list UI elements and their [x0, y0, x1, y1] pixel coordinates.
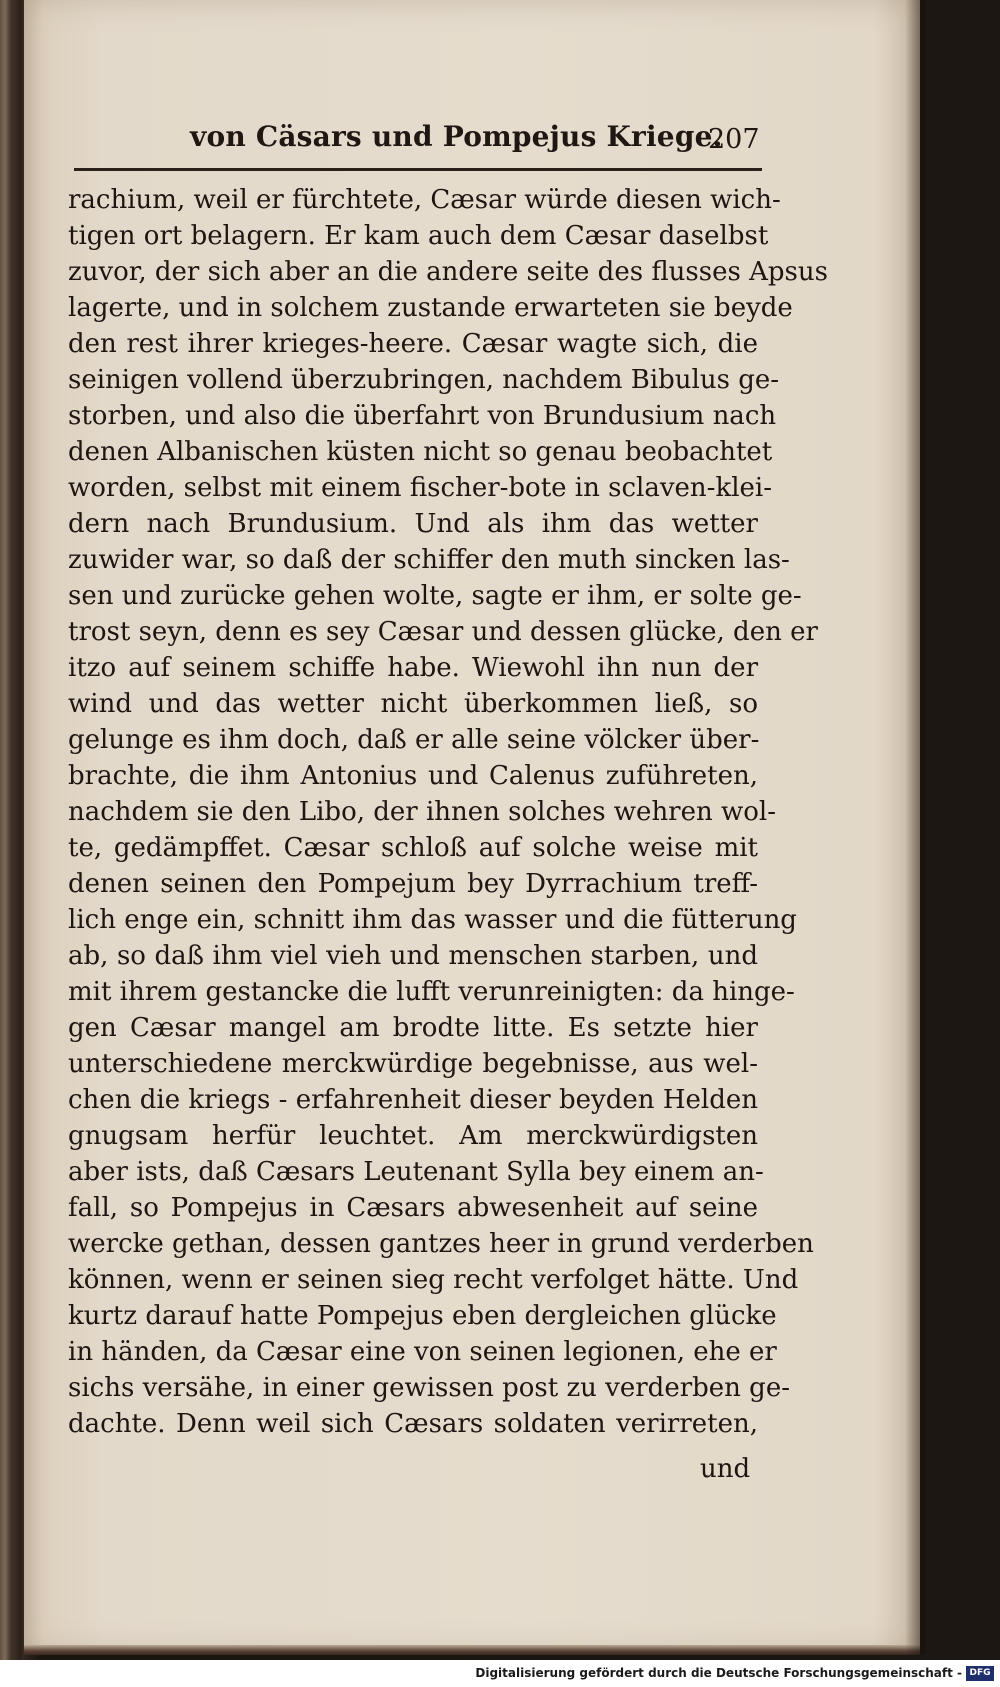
text-line: mit ihrem gestancke die lufft verunreinigten: da hinge- — [68, 977, 795, 1007]
text-line: denen seinen den Pompejum bey Dyrrachium treff- — [68, 869, 758, 899]
text-line: gen Cæsar mangel am brodte litte. Es setzte hier — [68, 1013, 758, 1043]
text-line: kurtz darauf hatte Pompejus eben dergleichen glücke — [68, 1301, 777, 1331]
text-line: brachte, die ihm Antonius und Calenus zuführeten, — [68, 761, 758, 791]
text-line: unterschiedene merckwürdige begebnisse, aus wel- — [68, 1049, 758, 1079]
text-line: wind und das wetter nicht überkommen ließ, so — [68, 689, 758, 719]
text-line: sen und zurücke gehen wolte, sagte er ihm, er solte ge- — [68, 581, 802, 611]
main-text-block — [68, 182, 828, 1442]
catchword: und — [700, 1454, 751, 1484]
page-gutter-shadow — [905, 0, 925, 1655]
text-line: seinigen vollend überzubringen, nachdem Bibulus ge- — [68, 365, 780, 395]
text-line: sichs versähe, in einer gewissen post zu verderben ge- — [68, 1373, 790, 1403]
text-line: chen die kriegs - erfahrenheit dieser beyden Helden — [68, 1085, 758, 1115]
text-line: nachdem sie den Libo, der ihnen solches wehren wol- — [68, 797, 777, 827]
text-line: lagerte, und in solchem zustande erwarteten sie beyde — [68, 293, 793, 323]
text-line: den rest ihrer krieges-heere. Cæsar wagte sich, die — [68, 329, 758, 359]
text-line: gelunge es ihm doch, daß er alle seine völcker über- — [68, 725, 760, 755]
text-line: trost seyn, denn es sey Cæsar und dessen glücke, den er — [68, 617, 818, 647]
text-line: rachium, weil er fürchtete, Cæsar würde diesen wich- — [68, 185, 781, 215]
text-line: lich enge ein, schnitt ihm das wasser und die fütterung — [68, 905, 797, 935]
funding-credit: Digitalisierung gefördert durch die Deutsche Forschungsgemeinschaft - — [475, 1666, 962, 1680]
text-line: fall, so Pompejus in Cæsars abwesenheit auf seine — [68, 1193, 758, 1223]
text-line: dachte. Denn weil sich Cæsars soldaten verirreten, — [68, 1409, 758, 1439]
book-edge — [0, 0, 22, 1687]
text-line: gnugsam herfür leuchtet. Am merckwürdigsten — [68, 1121, 758, 1151]
text-line: ab, so daß ihm viel vieh und menschen starben, und — [68, 941, 758, 971]
page-number: 207 — [708, 124, 760, 155]
running-title: von Cäsars und Pompejus Kriege. — [190, 120, 723, 153]
text-line: denen Albanischen küsten nicht so genau beobachtet — [68, 437, 773, 467]
text-line: zuwider war, so daß der schiffer den muth sincken las- — [68, 545, 790, 575]
header-rule — [74, 168, 762, 171]
text-line: dern nach Brundusium. Und als ihm das wetter — [68, 509, 758, 539]
text-line: te, gedämpffet. Cæsar schloß auf solche weise mit — [68, 833, 758, 863]
text-line: worden, selbst mit einem fischer-bote in sclaven-klei- — [68, 473, 773, 503]
text-line: in händen, da Cæsar eine von seinen legionen, ehe er — [68, 1337, 777, 1367]
text-line: itzo auf seinem schiffe habe. Wiewohl ihn nun der — [68, 653, 758, 683]
text-line: können, wenn er seinen sieg recht verfolget hätte. Und — [68, 1265, 799, 1295]
page-bottom-edge — [24, 1645, 920, 1655]
text-line: tigen ort belagern. Er kam auch dem Cæsar daselbst — [68, 221, 769, 251]
text-line: zuvor, der sich aber an die andere seite des flusses Apsus — [68, 257, 828, 287]
dfg-logo: DFG — [966, 1666, 994, 1681]
text-line: storben, und also die überfahrt von Brundusium nach — [68, 401, 777, 431]
text-line: wercke gethan, dessen gantzes heer in grund verderben — [68, 1229, 814, 1259]
text-line: aber ists, daß Cæsars Leutenant Sylla bey einem an- — [68, 1157, 764, 1187]
